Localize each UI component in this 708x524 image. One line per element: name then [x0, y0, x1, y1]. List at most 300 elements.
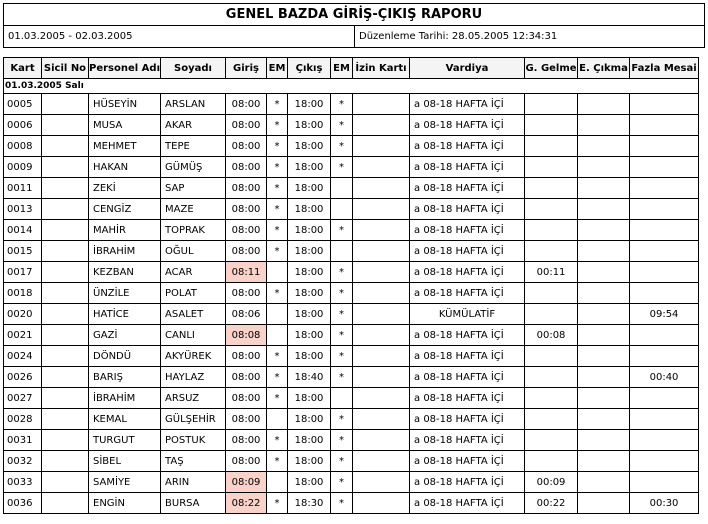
- entry-em-cell: [267, 325, 287, 345]
- overtime-cell: 09:54: [630, 304, 698, 324]
- leave-card-cell: [353, 346, 409, 366]
- sicil-cell: [42, 220, 88, 240]
- kart-cell: 0021: [4, 325, 41, 345]
- kart-cell: 0028: [4, 409, 41, 429]
- leave-card-cell: [353, 94, 409, 114]
- kart-cell: 0020: [4, 304, 41, 324]
- entry-time-cell: 08:00: [226, 136, 266, 156]
- early-leave-cell: [578, 493, 629, 513]
- exit-time-cell: 18:00: [288, 115, 330, 135]
- name-cell: KEMAL: [89, 409, 160, 429]
- early-leave-cell: [578, 241, 629, 261]
- late-arrival-cell: 00:11: [525, 262, 577, 282]
- surname-cell: TEPE: [161, 136, 225, 156]
- exit-em-cell: *: [331, 136, 352, 156]
- entry-em-cell: *: [267, 241, 287, 261]
- exit-time-cell: 18:00: [288, 409, 330, 429]
- entry-time-cell: 08:00: [226, 430, 266, 450]
- table-row: [4, 346, 698, 366]
- col-cikis: Çıkış: [288, 58, 330, 78]
- overtime-cell: [630, 94, 698, 114]
- late-arrival-cell: [525, 94, 577, 114]
- early-leave-cell: [578, 157, 629, 177]
- exit-em-cell: *: [331, 262, 352, 282]
- exit-time-cell: 18:00: [288, 451, 330, 471]
- kart-cell: 0024: [4, 346, 41, 366]
- overtime-cell: [630, 220, 698, 240]
- exit-time-cell: 18:00: [288, 241, 330, 261]
- surname-cell: GÜLŞEHİR: [161, 409, 225, 429]
- name-cell: İBRAHİM: [89, 388, 160, 408]
- late-arrival-cell: [525, 346, 577, 366]
- kart-cell: 0006: [4, 115, 41, 135]
- late-arrival-cell: 00:08: [525, 325, 577, 345]
- kart-cell: 0033: [4, 472, 41, 492]
- early-leave-cell: [578, 199, 629, 219]
- sicil-cell: [42, 472, 88, 492]
- early-leave-cell: [578, 115, 629, 135]
- entry-time-cell: 08:00: [226, 409, 266, 429]
- early-leave-cell: [578, 367, 629, 387]
- entry-em-cell: *: [267, 493, 287, 513]
- entry-em-cell: *: [267, 94, 287, 114]
- leave-card-cell: [353, 199, 409, 219]
- name-cell: HAKAN: [89, 157, 160, 177]
- leave-card-cell: [353, 430, 409, 450]
- shift-cell: a 08-18 HAFTA İÇİ: [410, 241, 524, 261]
- table-row: [4, 115, 698, 135]
- kart-cell: 0005: [4, 94, 41, 114]
- exit-em-cell: *: [331, 283, 352, 303]
- exit-em-cell: [331, 241, 352, 261]
- early-leave-cell: [578, 94, 629, 114]
- table-row: [4, 430, 698, 450]
- surname-cell: ARIN: [161, 472, 225, 492]
- entry-time-cell: 08:00: [226, 199, 266, 219]
- entry-time-cell: 08:11: [226, 262, 266, 282]
- name-cell: MUSA: [89, 115, 160, 135]
- late-arrival-cell: [525, 388, 577, 408]
- overtime-cell: [630, 241, 698, 261]
- shift-cell: a 08-18 HAFTA İÇİ: [410, 94, 524, 114]
- sicil-cell: [42, 493, 88, 513]
- leave-card-cell: [353, 409, 409, 429]
- sicil-cell: [42, 346, 88, 366]
- entry-time-cell: 08:06: [226, 304, 266, 324]
- table-row: [4, 472, 698, 492]
- exit-time-cell: 18:00: [288, 262, 330, 282]
- exit-time-cell: 18:00: [288, 325, 330, 345]
- entry-time-cell: 08:22: [226, 493, 266, 513]
- early-leave-cell: [578, 178, 629, 198]
- entry-em-cell: *: [267, 283, 287, 303]
- entry-time-cell: 08:00: [226, 241, 266, 261]
- shift-cell: a 08-18 HAFTA İÇİ: [410, 493, 524, 513]
- table-row: [4, 241, 698, 261]
- entry-time-cell: 08:00: [226, 283, 266, 303]
- entry-em-cell: *: [267, 367, 287, 387]
- name-cell: HATİCE: [89, 304, 160, 324]
- shift-cell: a 08-18 HAFTA İÇİ: [410, 262, 524, 282]
- exit-time-cell: 18:00: [288, 472, 330, 492]
- overtime-cell: [630, 115, 698, 135]
- overtime-cell: [630, 409, 698, 429]
- table-row: [4, 157, 698, 177]
- table-row: [4, 283, 698, 303]
- col-sicil-no: Sicil No: [42, 58, 88, 78]
- late-arrival-cell: [525, 136, 577, 156]
- exit-em-cell: *: [331, 367, 352, 387]
- surname-cell: SAP: [161, 178, 225, 198]
- sicil-cell: [42, 451, 88, 471]
- surname-cell: MAZE: [161, 199, 225, 219]
- name-cell: İBRAHİM: [89, 241, 160, 261]
- late-arrival-cell: [525, 430, 577, 450]
- exit-em-cell: *: [331, 472, 352, 492]
- col-erken-cikma: E. Çıkma: [578, 58, 629, 78]
- late-arrival-cell: [525, 304, 577, 324]
- col-soyadi: Soyadı: [161, 58, 225, 78]
- date-group-label: 01.03.2005 Salı: [4, 79, 698, 93]
- overtime-cell: [630, 346, 698, 366]
- early-leave-cell: [578, 325, 629, 345]
- date-group-row: [4, 79, 698, 93]
- table-row: [4, 136, 698, 156]
- col-izin-karti: İzin Kartı: [353, 58, 409, 78]
- shift-cell: a 08-18 HAFTA İÇİ: [410, 283, 524, 303]
- entry-em-cell: [267, 472, 287, 492]
- overtime-cell: [630, 199, 698, 219]
- name-cell: HÜSEYİN: [89, 94, 160, 114]
- late-arrival-cell: [525, 199, 577, 219]
- exit-em-cell: *: [331, 304, 352, 324]
- exit-em-cell: *: [331, 325, 352, 345]
- surname-cell: HAYLAZ: [161, 367, 225, 387]
- sicil-cell: [42, 241, 88, 261]
- late-arrival-cell: 00:09: [525, 472, 577, 492]
- date-range: 01.03.2005 - 02.03.2005: [4, 26, 355, 47]
- report-title: GENEL BAZDA GİRİŞ-ÇIKIŞ RAPORU: [3, 3, 705, 26]
- table-row: [4, 199, 698, 219]
- late-arrival-cell: [525, 451, 577, 471]
- early-leave-cell: [578, 472, 629, 492]
- early-leave-cell: [578, 388, 629, 408]
- exit-em-cell: *: [331, 493, 352, 513]
- surname-cell: ARSLAN: [161, 94, 225, 114]
- overtime-cell: [630, 325, 698, 345]
- exit-em-cell: [331, 388, 352, 408]
- overtime-cell: [630, 472, 698, 492]
- late-arrival-cell: [525, 157, 577, 177]
- report-info-row: [3, 26, 705, 48]
- shift-cell: a 08-18 HAFTA İÇİ: [410, 157, 524, 177]
- table-row: [4, 493, 698, 513]
- table-row: [4, 367, 698, 387]
- shift-cell: a 08-18 HAFTA İÇİ: [410, 430, 524, 450]
- name-cell: TURGUT: [89, 430, 160, 450]
- shift-cell: a 08-18 HAFTA İÇİ: [410, 136, 524, 156]
- sicil-cell: [42, 262, 88, 282]
- entry-em-cell: *: [267, 220, 287, 240]
- leave-card-cell: [353, 451, 409, 471]
- entry-em-cell: *: [267, 115, 287, 135]
- name-cell: KEZBAN: [89, 262, 160, 282]
- exit-time-cell: 18:00: [288, 220, 330, 240]
- late-arrival-cell: [525, 241, 577, 261]
- surname-cell: TOPRAK: [161, 220, 225, 240]
- surname-cell: POSTUK: [161, 430, 225, 450]
- col-gec-gelme: G. Gelme: [525, 58, 577, 78]
- name-cell: ZEKİ: [89, 178, 160, 198]
- entry-em-cell: *: [267, 451, 287, 471]
- kart-cell: 0026: [4, 367, 41, 387]
- kart-cell: 0027: [4, 388, 41, 408]
- surname-cell: ARSUZ: [161, 388, 225, 408]
- surname-cell: CANLI: [161, 325, 225, 345]
- overtime-cell: [630, 283, 698, 303]
- overtime-cell: [630, 262, 698, 282]
- sicil-cell: [42, 304, 88, 324]
- sicil-cell: [42, 115, 88, 135]
- name-cell: SİBEL: [89, 451, 160, 471]
- exit-time-cell: 18:00: [288, 304, 330, 324]
- exit-time-cell: 18:00: [288, 199, 330, 219]
- col-em-out: EM: [331, 58, 352, 78]
- col-personel-adi: Personel Adı: [89, 58, 160, 78]
- shift-cell: a 08-18 HAFTA İÇİ: [410, 220, 524, 240]
- name-cell: DÖNDÜ: [89, 346, 160, 366]
- exit-em-cell: *: [331, 430, 352, 450]
- overtime-cell: [630, 388, 698, 408]
- late-arrival-cell: [525, 115, 577, 135]
- entry-em-cell: *: [267, 157, 287, 177]
- shift-cell: a 08-18 HAFTA İÇİ: [410, 325, 524, 345]
- sicil-cell: [42, 388, 88, 408]
- entry-time-cell: 08:00: [226, 157, 266, 177]
- name-cell: MAHİR: [89, 220, 160, 240]
- entry-em-cell: *: [267, 346, 287, 366]
- entry-time-cell: 08:00: [226, 388, 266, 408]
- surname-cell: ASALET: [161, 304, 225, 324]
- leave-card-cell: [353, 283, 409, 303]
- sicil-cell: [42, 178, 88, 198]
- table-row: [4, 262, 698, 282]
- edit-date: Düzenleme Tarihi: 28.05.2005 12:34:31: [359, 31, 558, 42]
- exit-em-cell: *: [331, 220, 352, 240]
- sicil-cell: [42, 157, 88, 177]
- kart-cell: 0014: [4, 220, 41, 240]
- table-row: [4, 388, 698, 408]
- name-cell: ENGİN: [89, 493, 160, 513]
- entry-em-cell: *: [267, 388, 287, 408]
- entry-time-cell: 08:09: [226, 472, 266, 492]
- exit-time-cell: 18:00: [288, 283, 330, 303]
- exit-em-cell: *: [331, 346, 352, 366]
- early-leave-cell: [578, 304, 629, 324]
- overtime-cell: 00:30: [630, 493, 698, 513]
- entry-em-cell: [267, 304, 287, 324]
- table-row: [4, 178, 698, 198]
- sicil-cell: [42, 136, 88, 156]
- surname-cell: GÜMÜŞ: [161, 157, 225, 177]
- kart-cell: 0036: [4, 493, 41, 513]
- exit-time-cell: 18:30: [288, 493, 330, 513]
- early-leave-cell: [578, 346, 629, 366]
- kart-cell: 0032: [4, 451, 41, 471]
- shift-cell: a 08-18 HAFTA İÇİ: [410, 199, 524, 219]
- late-arrival-cell: [525, 220, 577, 240]
- surname-cell: AKAR: [161, 115, 225, 135]
- col-vardiya: Vardiya: [410, 58, 524, 78]
- overtime-cell: 00:40: [630, 367, 698, 387]
- overtime-cell: [630, 136, 698, 156]
- shift-cell: KÜMÜLATİF: [410, 304, 524, 324]
- exit-time-cell: 18:00: [288, 178, 330, 198]
- shift-cell: a 08-18 HAFTA İÇİ: [410, 388, 524, 408]
- attendance-table: [3, 57, 699, 514]
- exit-em-cell: *: [331, 94, 352, 114]
- exit-em-cell: *: [331, 409, 352, 429]
- name-cell: SAMİYE: [89, 472, 160, 492]
- early-leave-cell: [578, 136, 629, 156]
- table-row: [4, 409, 698, 429]
- leave-card-cell: [353, 472, 409, 492]
- leave-card-cell: [353, 241, 409, 261]
- sicil-cell: [42, 325, 88, 345]
- overtime-cell: [630, 157, 698, 177]
- surname-cell: AKYÜREK: [161, 346, 225, 366]
- early-leave-cell: [578, 262, 629, 282]
- entry-em-cell: *: [267, 199, 287, 219]
- early-leave-cell: [578, 220, 629, 240]
- leave-card-cell: [353, 157, 409, 177]
- surname-cell: TAŞ: [161, 451, 225, 471]
- kart-cell: 0009: [4, 157, 41, 177]
- entry-em-cell: *: [267, 430, 287, 450]
- col-fazla-mesai: Fazla Mesai: [630, 58, 698, 78]
- table-row: [4, 304, 698, 324]
- overtime-cell: [630, 178, 698, 198]
- sicil-cell: [42, 409, 88, 429]
- leave-card-cell: [353, 325, 409, 345]
- shift-cell: a 08-18 HAFTA İÇİ: [410, 409, 524, 429]
- leave-card-cell: [353, 304, 409, 324]
- leave-card-cell: [353, 367, 409, 387]
- table-row: [4, 325, 698, 345]
- entry-time-cell: 08:08: [226, 325, 266, 345]
- exit-time-cell: 18:40: [288, 367, 330, 387]
- table-row: [4, 94, 698, 114]
- surname-cell: ACAR: [161, 262, 225, 282]
- entry-time-cell: 08:00: [226, 178, 266, 198]
- early-leave-cell: [578, 283, 629, 303]
- exit-em-cell: [331, 199, 352, 219]
- table-row: [4, 451, 698, 471]
- early-leave-cell: [578, 451, 629, 471]
- leave-card-cell: [353, 136, 409, 156]
- kart-cell: 0008: [4, 136, 41, 156]
- col-em-in: EM: [267, 58, 287, 78]
- shift-cell: a 08-18 HAFTA İÇİ: [410, 367, 524, 387]
- exit-time-cell: 18:00: [288, 346, 330, 366]
- kart-cell: 0015: [4, 241, 41, 261]
- surname-cell: BURSA: [161, 493, 225, 513]
- exit-em-cell: [331, 178, 352, 198]
- shift-cell: a 08-18 HAFTA İÇİ: [410, 115, 524, 135]
- surname-cell: POLAT: [161, 283, 225, 303]
- entry-em-cell: [267, 262, 287, 282]
- kart-cell: 0013: [4, 199, 41, 219]
- leave-card-cell: [353, 262, 409, 282]
- entry-time-cell: 08:00: [226, 346, 266, 366]
- shift-cell: a 08-18 HAFTA İÇİ: [410, 346, 524, 366]
- sicil-cell: [42, 430, 88, 450]
- early-leave-cell: [578, 430, 629, 450]
- leave-card-cell: [353, 178, 409, 198]
- leave-card-cell: [353, 115, 409, 135]
- entry-time-cell: 08:00: [226, 367, 266, 387]
- exit-time-cell: 18:00: [288, 388, 330, 408]
- kart-cell: 0018: [4, 283, 41, 303]
- overtime-cell: [630, 451, 698, 471]
- exit-em-cell: *: [331, 157, 352, 177]
- late-arrival-cell: [525, 283, 577, 303]
- name-cell: MEHMET: [89, 136, 160, 156]
- exit-time-cell: 18:00: [288, 157, 330, 177]
- name-cell: GAZİ: [89, 325, 160, 345]
- exit-time-cell: 18:00: [288, 136, 330, 156]
- exit-em-cell: *: [331, 451, 352, 471]
- leave-card-cell: [353, 493, 409, 513]
- col-kart: Kart: [4, 58, 41, 78]
- entry-time-cell: 08:00: [226, 115, 266, 135]
- kart-cell: 0017: [4, 262, 41, 282]
- late-arrival-cell: [525, 178, 577, 198]
- shift-cell: a 08-18 HAFTA İÇİ: [410, 178, 524, 198]
- late-arrival-cell: 00:22: [525, 493, 577, 513]
- surname-cell: OĞUL: [161, 241, 225, 261]
- exit-em-cell: *: [331, 115, 352, 135]
- entry-em-cell: [267, 409, 287, 429]
- entry-em-cell: *: [267, 178, 287, 198]
- shift-cell: a 08-18 HAFTA İÇİ: [410, 472, 524, 492]
- table-row: [4, 220, 698, 240]
- leave-card-cell: [353, 220, 409, 240]
- entry-em-cell: *: [267, 136, 287, 156]
- kart-cell: 0031: [4, 430, 41, 450]
- name-cell: ÜNZİLE: [89, 283, 160, 303]
- entry-time-cell: 08:00: [226, 220, 266, 240]
- entry-time-cell: 08:00: [226, 451, 266, 471]
- sicil-cell: [42, 199, 88, 219]
- entry-time-cell: 08:00: [226, 94, 266, 114]
- kart-cell: 0011: [4, 178, 41, 198]
- sicil-cell: [42, 94, 88, 114]
- col-giris: Giriş: [226, 58, 266, 78]
- name-cell: BARIŞ: [89, 367, 160, 387]
- leave-card-cell: [353, 388, 409, 408]
- sicil-cell: [42, 283, 88, 303]
- header-row: [4, 58, 698, 78]
- name-cell: CENGİZ: [89, 199, 160, 219]
- shift-cell: a 08-18 HAFTA İÇİ: [410, 451, 524, 471]
- exit-time-cell: 18:00: [288, 94, 330, 114]
- early-leave-cell: [578, 409, 629, 429]
- exit-time-cell: 18:00: [288, 430, 330, 450]
- late-arrival-cell: [525, 409, 577, 429]
- overtime-cell: [630, 430, 698, 450]
- report-header: [3, 3, 705, 48]
